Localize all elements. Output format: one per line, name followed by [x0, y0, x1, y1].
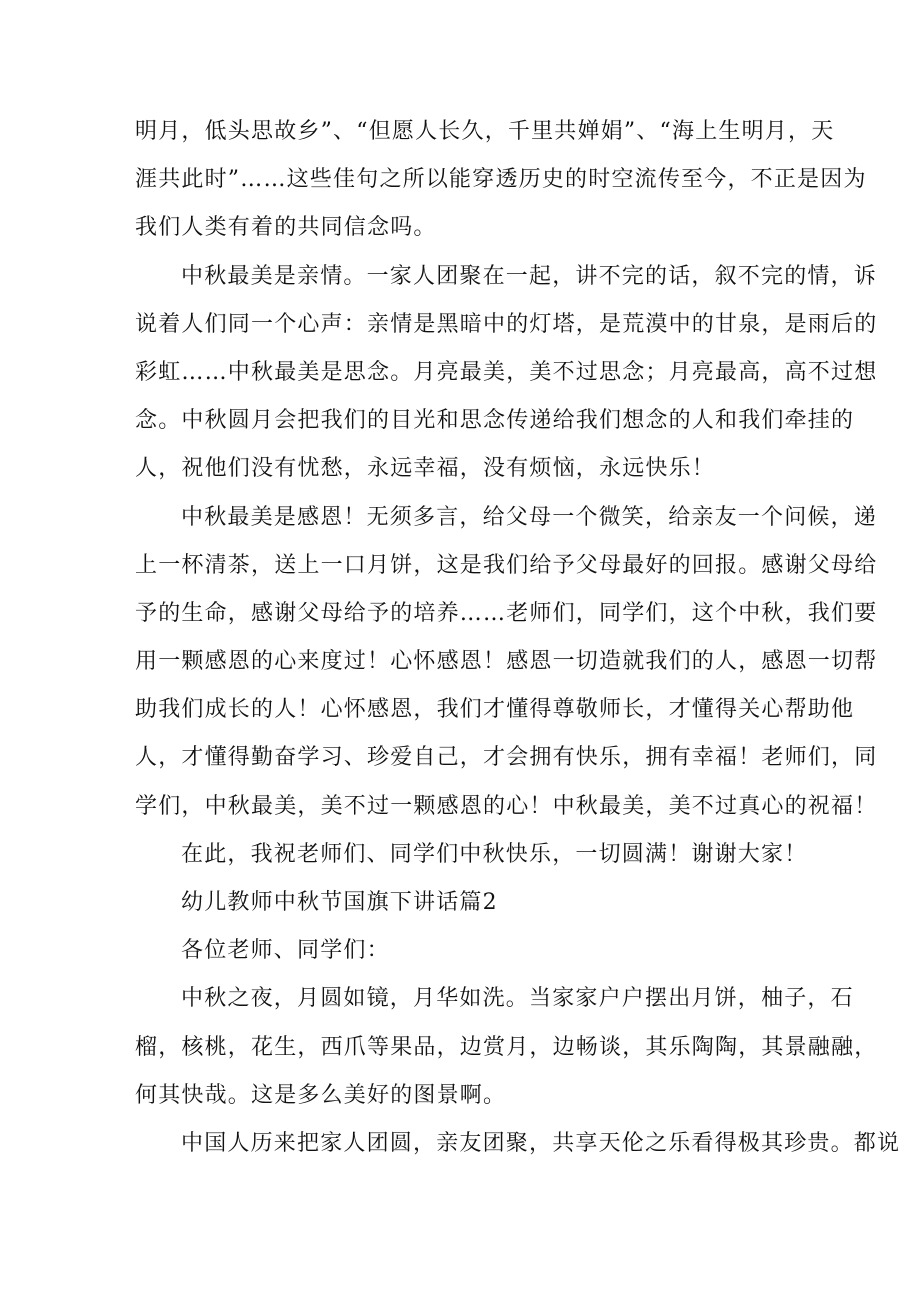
- paragraph-start-line: 在此，我祝老师们、同学们中秋快乐，一切圆满！谢谢大家！: [181, 841, 808, 867]
- text-line: 上一杯清茶，送上一口月饼，这是我们给予父母最好的回报。感谢父母给: [135, 552, 878, 578]
- text-line: 榴，核桃，花生，西爪等果品，边赏月，边畅谈，其乐陶陶，其景融融，: [135, 1034, 878, 1060]
- paragraph-start-line: 中国人历来把家人团圆，亲友团聚，共享天伦之乐看得极其珍贵。都说: [181, 1130, 901, 1156]
- text-line: 我们人类有着的共同信念吗。: [135, 215, 437, 241]
- text-line: 人，才懂得勤奋学习、珍爱自己，才会拥有快乐，拥有幸福！老师们，同: [135, 745, 878, 771]
- paragraph-start-line: 中秋最美是亲情。一家人团聚在一起，讲不完的话，叙不完的情，诉: [181, 263, 878, 289]
- text-line: 人，祝他们没有忧愁，永远幸福，没有烦恼，永远快乐！: [135, 456, 716, 482]
- paragraph-start-line: 中秋之夜，月圆如镜，月华如洗。当家家户户摆出月饼，柚子，石: [181, 986, 854, 1012]
- text-line: 何其快哉。这是多么美好的图景啊。: [135, 1082, 507, 1108]
- section-heading: 幼儿教师中秋节国旗下讲话篇2: [181, 890, 498, 915]
- text-line: 明月，低头思故乡”、“但愿人长久，千里共婵娟”、“海上生明月，天: [135, 119, 835, 144]
- text-line: 涯共此时”……这些佳句之所以能穿透历史的时空流传至今，不正是因为: [135, 167, 867, 193]
- text-line: 助我们成长的人！心怀感恩，我们才懂得尊敬师长，才懂得关心帮助他: [135, 697, 855, 723]
- text-line: 学们，中秋最美，美不过一颗感恩的心！中秋最美，美不过真心的祝福！: [135, 793, 878, 819]
- text-line: 用一颗感恩的心来度过！心怀感恩！感恩一切造就我们的人，感恩一切帮: [135, 649, 878, 675]
- text-line: 彩虹……中秋最美是思念。月亮最美，美不过思念；月亮最高，高不过想: [135, 359, 878, 385]
- text-line: 念。中秋圆月会把我们的目光和思念传递给我们想念的人和我们牵挂的: [135, 408, 855, 434]
- text-line: 说着人们同一个心声：亲情是黑暗中的灯塔，是荒漠中的甘泉，是雨后的: [135, 311, 878, 337]
- text-line: 予的生命，感谢父母给予的培养……老师们，同学们，这个中秋，我们要: [135, 600, 878, 626]
- salutation: 各位老师、同学们：: [181, 938, 390, 964]
- document-body: [135, 108, 901, 1168]
- paragraph-start-line: 中秋最美是感恩！无须多言，给父母一个微笑，给亲友一个问候，递: [181, 504, 878, 530]
